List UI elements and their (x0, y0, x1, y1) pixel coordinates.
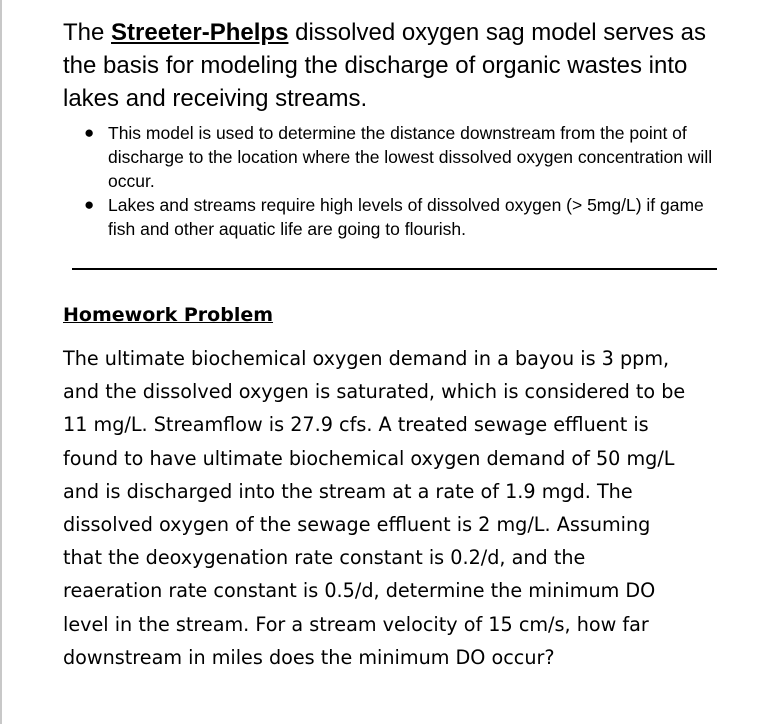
problem-line: downstream in miles does the minimum DO occur? (63, 645, 555, 669)
bullet-text: This model is used to determine the distance downstream from the point of discharge to the location where the lowest dissolved oxygen concentration will occur. (108, 123, 713, 191)
model-name: Streeter-Phelps (111, 19, 289, 46)
bullet-text: Lakes and streams require high levels of dissolved oxygen (> 5mg/L) if game fish and other aquatic life are going to flourish. (108, 195, 704, 239)
intro-paragraph (63, 16, 743, 115)
bullet-dot-icon: ● (84, 123, 95, 142)
problem-line: and is discharged into the stream at a rate of 1.9 mgd. The (63, 479, 633, 503)
intro-suffix: dissolved oxygen sag model serves as the basis for modeling the discharge of organic wastes into lakes and receiving streams. (63, 19, 706, 112)
problem-line: found to have ultimate biochemical oxygen demand of 50 mg/L (63, 446, 675, 470)
homework-heading: Homework Problem (63, 304, 274, 326)
bullet-dot-icon: ● (84, 195, 95, 214)
bullet-item (63, 121, 733, 193)
homework-problem-text (63, 342, 743, 674)
problem-line: that the deoxygenation rate constant is 0.2/d, and the (63, 546, 586, 570)
problem-line: level in the stream. For a stream velocity of 15 cm/s, how far (63, 612, 649, 636)
bullet-list (63, 121, 733, 241)
page-left-border (0, 0, 2, 724)
problem-line: 11 mg/L. Streamflow is 27.9 cfs. A treated sewage effluent is (63, 413, 649, 437)
intro-prefix: The (63, 19, 112, 46)
section-divider (72, 268, 717, 270)
bullet-item (63, 193, 733, 241)
problem-line: dissolved oxygen of the sewage effluent is 2 mg/L. Assuming (63, 513, 651, 537)
problem-line: and the dissolved oxygen is saturated, which is considered to be (63, 380, 686, 404)
problem-line: The ultimate biochemical oxygen demand in a bayou is 3 ppm, (63, 347, 670, 370)
problem-line: reaeration rate constant is 0.5/d, determine the minimum DO (63, 579, 656, 603)
